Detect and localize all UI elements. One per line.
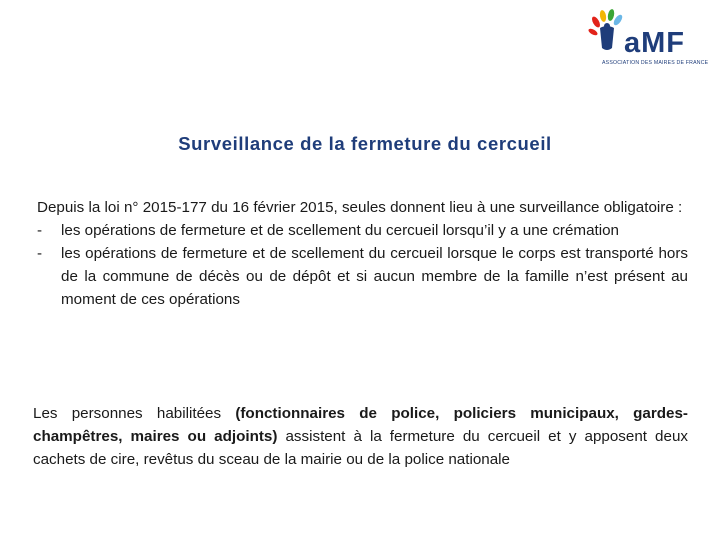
authorized-persons-paragraph — [33, 402, 688, 471]
page-title: Surveillance de la fermeture du cercueil — [178, 133, 552, 154]
list-item — [37, 242, 688, 311]
paragraph-text-bold: (fonctionnaires de police, policiers municipaux, gardes-champêtres, maires ou adjoints) — [33, 405, 688, 445]
bullet-text: les opérations de fermeture et de scellement du cercueil lorsqu’il y a une crémation — [61, 222, 620, 239]
logo-tagline: ASSOCIATION DES MAIRES DE FRANCE — [602, 60, 709, 66]
amf-hand-emblem-icon — [588, 8, 628, 62]
list-item — [37, 219, 688, 242]
surveillance-conditions — [37, 196, 688, 311]
paragraph-text-before: Les personnes habilitées — [33, 405, 236, 422]
intro-text: Depuis la loi n° 2015-177 du 16 février 2015, seules donnent lieu à une surveillance obligatoire : — [37, 199, 683, 216]
bullet-dash: - — [37, 245, 43, 262]
logo-wordmark: aMF — [624, 27, 685, 59]
amf-logo — [588, 8, 714, 74]
bullet-dash: - — [37, 222, 43, 239]
paragraph-text-after: assistent à la fermeture du cercueil et y apposent deux cachets de cire, revêtus du sceau de la mairie ou de la police nationale — [33, 428, 688, 468]
bullet-text: les opérations de fermeture et de scellement du cercueil lorsque le corps est transporté hors de la commune de décès ou de dépôt et si aucun membre de la famille n’est présent au moment de ces opérations — [61, 245, 688, 308]
